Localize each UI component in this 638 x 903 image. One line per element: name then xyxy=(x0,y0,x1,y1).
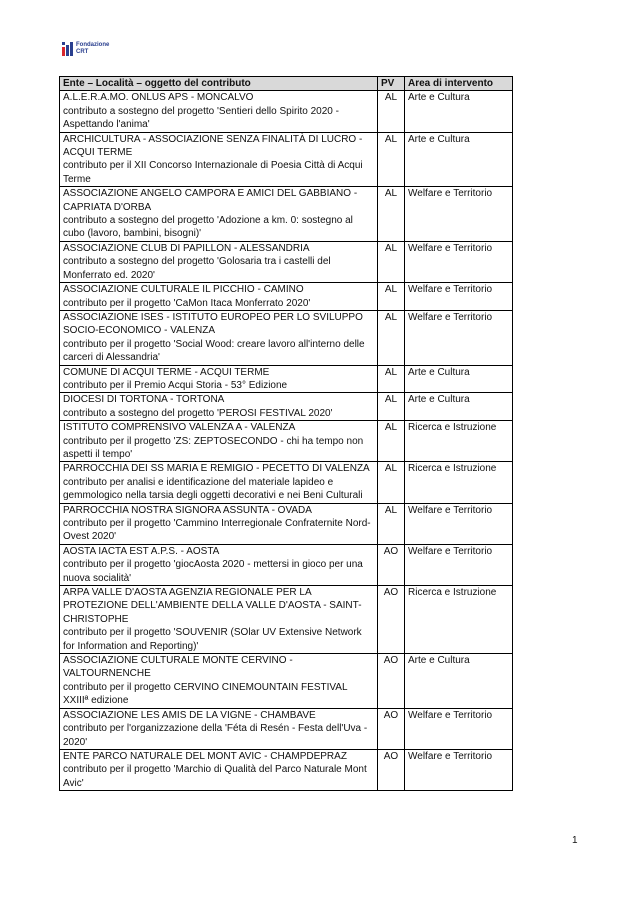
ente-name: ASSOCIAZIONE CULTURALE IL PICCHIO - CAMINO xyxy=(63,284,304,296)
ente-name: DIOCESI DI TORTONA - TORTONA xyxy=(63,394,225,406)
cell-ente xyxy=(60,503,378,544)
cell-pv: AO xyxy=(378,586,405,654)
contribution-description: contributo per il progetto 'Marchio di Qualità del Parco Naturale Mont Avic' xyxy=(63,764,367,789)
cell-pv: AL xyxy=(378,462,405,503)
cell-ente xyxy=(60,586,378,654)
table-row xyxy=(60,132,513,187)
contribution-description: contributo per il progetto 'SOUVENIR (SOlar UV Extensive Network for Information and Reporting)' xyxy=(63,627,362,652)
fondazione-crt-logo xyxy=(62,42,109,56)
contribution-description: contributo per il progetto CERVINO CINEMOUNTAIN FESTIVAL XXIIIª edizione xyxy=(63,681,348,707)
header-area: Area di intervento xyxy=(405,77,513,91)
contribution-description: contributo a sostegno del progetto 'PEROSI FESTIVAL 2020' xyxy=(63,407,333,419)
cell-ente xyxy=(60,283,378,311)
cell-ente xyxy=(60,708,378,749)
cell-pv: AO xyxy=(378,749,405,790)
cell-ente xyxy=(60,462,378,503)
ente-name: PARROCCHIA DEI SS MARIA E REMIGIO - PECETTO DI VALENZA xyxy=(63,463,370,475)
cell-ente xyxy=(60,421,378,462)
table-row xyxy=(60,241,513,282)
cell-pv: AO xyxy=(378,654,405,709)
contribution-description: contributo per il progetto 'Social Wood: creare lavoro all'interno delle carceri di Alessandria' xyxy=(63,338,365,364)
cell-pv: AL xyxy=(378,503,405,544)
cell-pv: AL xyxy=(378,91,405,132)
cell-area: Arte e Cultura xyxy=(405,393,513,421)
logo-mark-icon xyxy=(62,42,73,56)
cell-ente xyxy=(60,654,378,709)
contribution-description: contributo a sostegno del progetto 'Golosaria tra i castelli del Monferrato ed. 2020' xyxy=(63,256,331,281)
contribution-description: contributo per il Premio Acqui Storia - 53° Edizione xyxy=(63,379,288,391)
cell-area: Arte e Cultura xyxy=(405,132,513,187)
table-row xyxy=(60,365,513,393)
page-number: 1 xyxy=(572,835,578,846)
ente-name: COMUNE DI ACQUI TERME - ACQUI TERME xyxy=(63,366,270,378)
table-row xyxy=(60,187,513,242)
table-row xyxy=(60,708,513,749)
table-row xyxy=(60,586,513,654)
cell-pv: AL xyxy=(378,421,405,462)
ente-name: A.L.E.R.A.MO. ONLUS APS - MONCALVO xyxy=(63,92,254,104)
contribution-description: contributo per il progetto 'CaMon Itaca Monferrato 2020' xyxy=(63,297,311,309)
ente-name: ASSOCIAZIONE LES AMIS DE LA VIGNE - CHAMBAVE xyxy=(63,709,316,721)
logo-text xyxy=(76,42,109,56)
contribution-description: contributo per il XII Concorso Internazionale di Poesia Città di Acqui Terme xyxy=(63,160,363,185)
cell-area: Ricerca e Istruzione xyxy=(405,586,513,654)
header-pv: PV xyxy=(378,77,405,91)
cell-ente xyxy=(60,91,378,132)
logo-text-line1: Fondazione xyxy=(76,42,110,48)
contribution-description: contributo per l'organizzazione della 'Féta di Resén - Festa dell'Uva - 2020' xyxy=(63,723,368,748)
cell-pv: AL xyxy=(378,310,405,365)
cell-area: Welfare e Territorio xyxy=(405,310,513,365)
contribution-description: contributo a sostegno del progetto 'Sentieri dello Spirito 2020 - Aspettando l'anima' xyxy=(63,105,339,131)
ente-name: ARPA VALLE D'AOSTA AGENZIA REGIONALE PER LA PROTEZIONE DELL'AMBIENTE DELLA VALLE D'AOSTA - SAINT-CHRISTOPHE xyxy=(63,587,362,625)
cell-pv: AL xyxy=(378,283,405,311)
cell-ente xyxy=(60,544,378,585)
cell-area: Ricerca e Istruzione xyxy=(405,462,513,503)
cell-pv: AL xyxy=(378,187,405,242)
ente-name: ASSOCIAZIONE CULTURALE MONTE CERVINO - VALTOURNENCHE xyxy=(63,655,293,680)
cell-area: Welfare e Territorio xyxy=(405,283,513,311)
contribution-description: contributo per il progetto 'Cammino Interregionale Confraternite Nord-Ovest 2020' xyxy=(63,518,371,543)
cell-area: Welfare e Territorio xyxy=(405,749,513,790)
cell-ente xyxy=(60,132,378,187)
ente-name: ISTITUTO COMPRENSIVO VALENZA A - VALENZA xyxy=(63,422,296,434)
cell-pv: AO xyxy=(378,708,405,749)
table-row xyxy=(60,503,513,544)
ente-name: ASSOCIAZIONE CLUB DI PAPILLON - ALESSANDRIA xyxy=(63,242,310,254)
cell-ente xyxy=(60,187,378,242)
cell-pv: AL xyxy=(378,241,405,282)
table-header-row xyxy=(60,77,513,91)
cell-ente xyxy=(60,310,378,365)
cell-area: Ricerca e Istruzione xyxy=(405,421,513,462)
ente-name: AOSTA IACTA EST A.P.S. - AOSTA xyxy=(63,545,220,557)
table-row xyxy=(60,462,513,503)
cell-area: Arte e Cultura xyxy=(405,91,513,132)
ente-name: ASSOCIAZIONE ANGELO CAMPORA E AMICI DEL GABBIANO - CAPRIATA D'ORBA xyxy=(63,188,358,213)
table-row xyxy=(60,393,513,421)
cell-pv: AO xyxy=(378,544,405,585)
ente-name: ENTE PARCO NATURALE DEL MONT AVIC - CHAMPDEPRAZ xyxy=(63,750,347,762)
ente-name: PARROCCHIA NOSTRA SIGNORA ASSUNTA - OVADA xyxy=(63,504,312,516)
cell-ente xyxy=(60,365,378,393)
logo-text-line2: CRT xyxy=(76,49,89,55)
ente-name: ARCHICULTURA - ASSOCIAZIONE SENZA FINALITÀ DI LUCRO - ACQUI TERME xyxy=(63,133,363,159)
cell-area: Welfare e Territorio xyxy=(405,544,513,585)
table-row xyxy=(60,544,513,585)
table-body xyxy=(60,91,513,791)
cell-pv: AL xyxy=(378,365,405,393)
contribution-description: contributo per il progetto 'ZS: ZEPTOSECONDO - chi ha tempo non aspetti il tempo' xyxy=(63,435,364,460)
cell-area: Welfare e Territorio xyxy=(405,187,513,242)
contribution-description: contributo per analisi e identificazione del materiale lapideo e gemmologico nella tarsia degli oggetti decorativi e nei Beni Culturali xyxy=(63,476,363,502)
cell-area: Welfare e Territorio xyxy=(405,241,513,282)
contributions-table xyxy=(59,76,513,791)
table-row xyxy=(60,421,513,462)
header-ente: Ente – Località – oggetto del contributo xyxy=(60,77,378,91)
table-row xyxy=(60,91,513,132)
cell-pv: AL xyxy=(378,393,405,421)
ente-name: ASSOCIAZIONE ISES - ISTITUTO EUROPEO PER LO SVILUPPO SOCIO-ECONOMICO - VALENZA xyxy=(63,311,363,337)
cell-ente xyxy=(60,749,378,790)
contribution-description: contributo per il progetto 'giocAosta 2020 - mettersi in gioco per una nuova socialità' xyxy=(63,559,363,584)
cell-ente xyxy=(60,393,378,421)
cell-area: Welfare e Territorio xyxy=(405,708,513,749)
table-row xyxy=(60,310,513,365)
cell-area: Arte e Cultura xyxy=(405,365,513,393)
cell-ente xyxy=(60,241,378,282)
cell-area: Arte e Cultura xyxy=(405,654,513,709)
contribution-description: contributo a sostegno del progetto 'Adozione a km. 0: sostegno al cubo (lavoro, bambini, bisogni)' xyxy=(63,215,353,240)
cell-pv: AL xyxy=(378,132,405,187)
table-row xyxy=(60,654,513,709)
table-row xyxy=(60,749,513,790)
cell-area: Welfare e Territorio xyxy=(405,503,513,544)
table-row xyxy=(60,283,513,311)
